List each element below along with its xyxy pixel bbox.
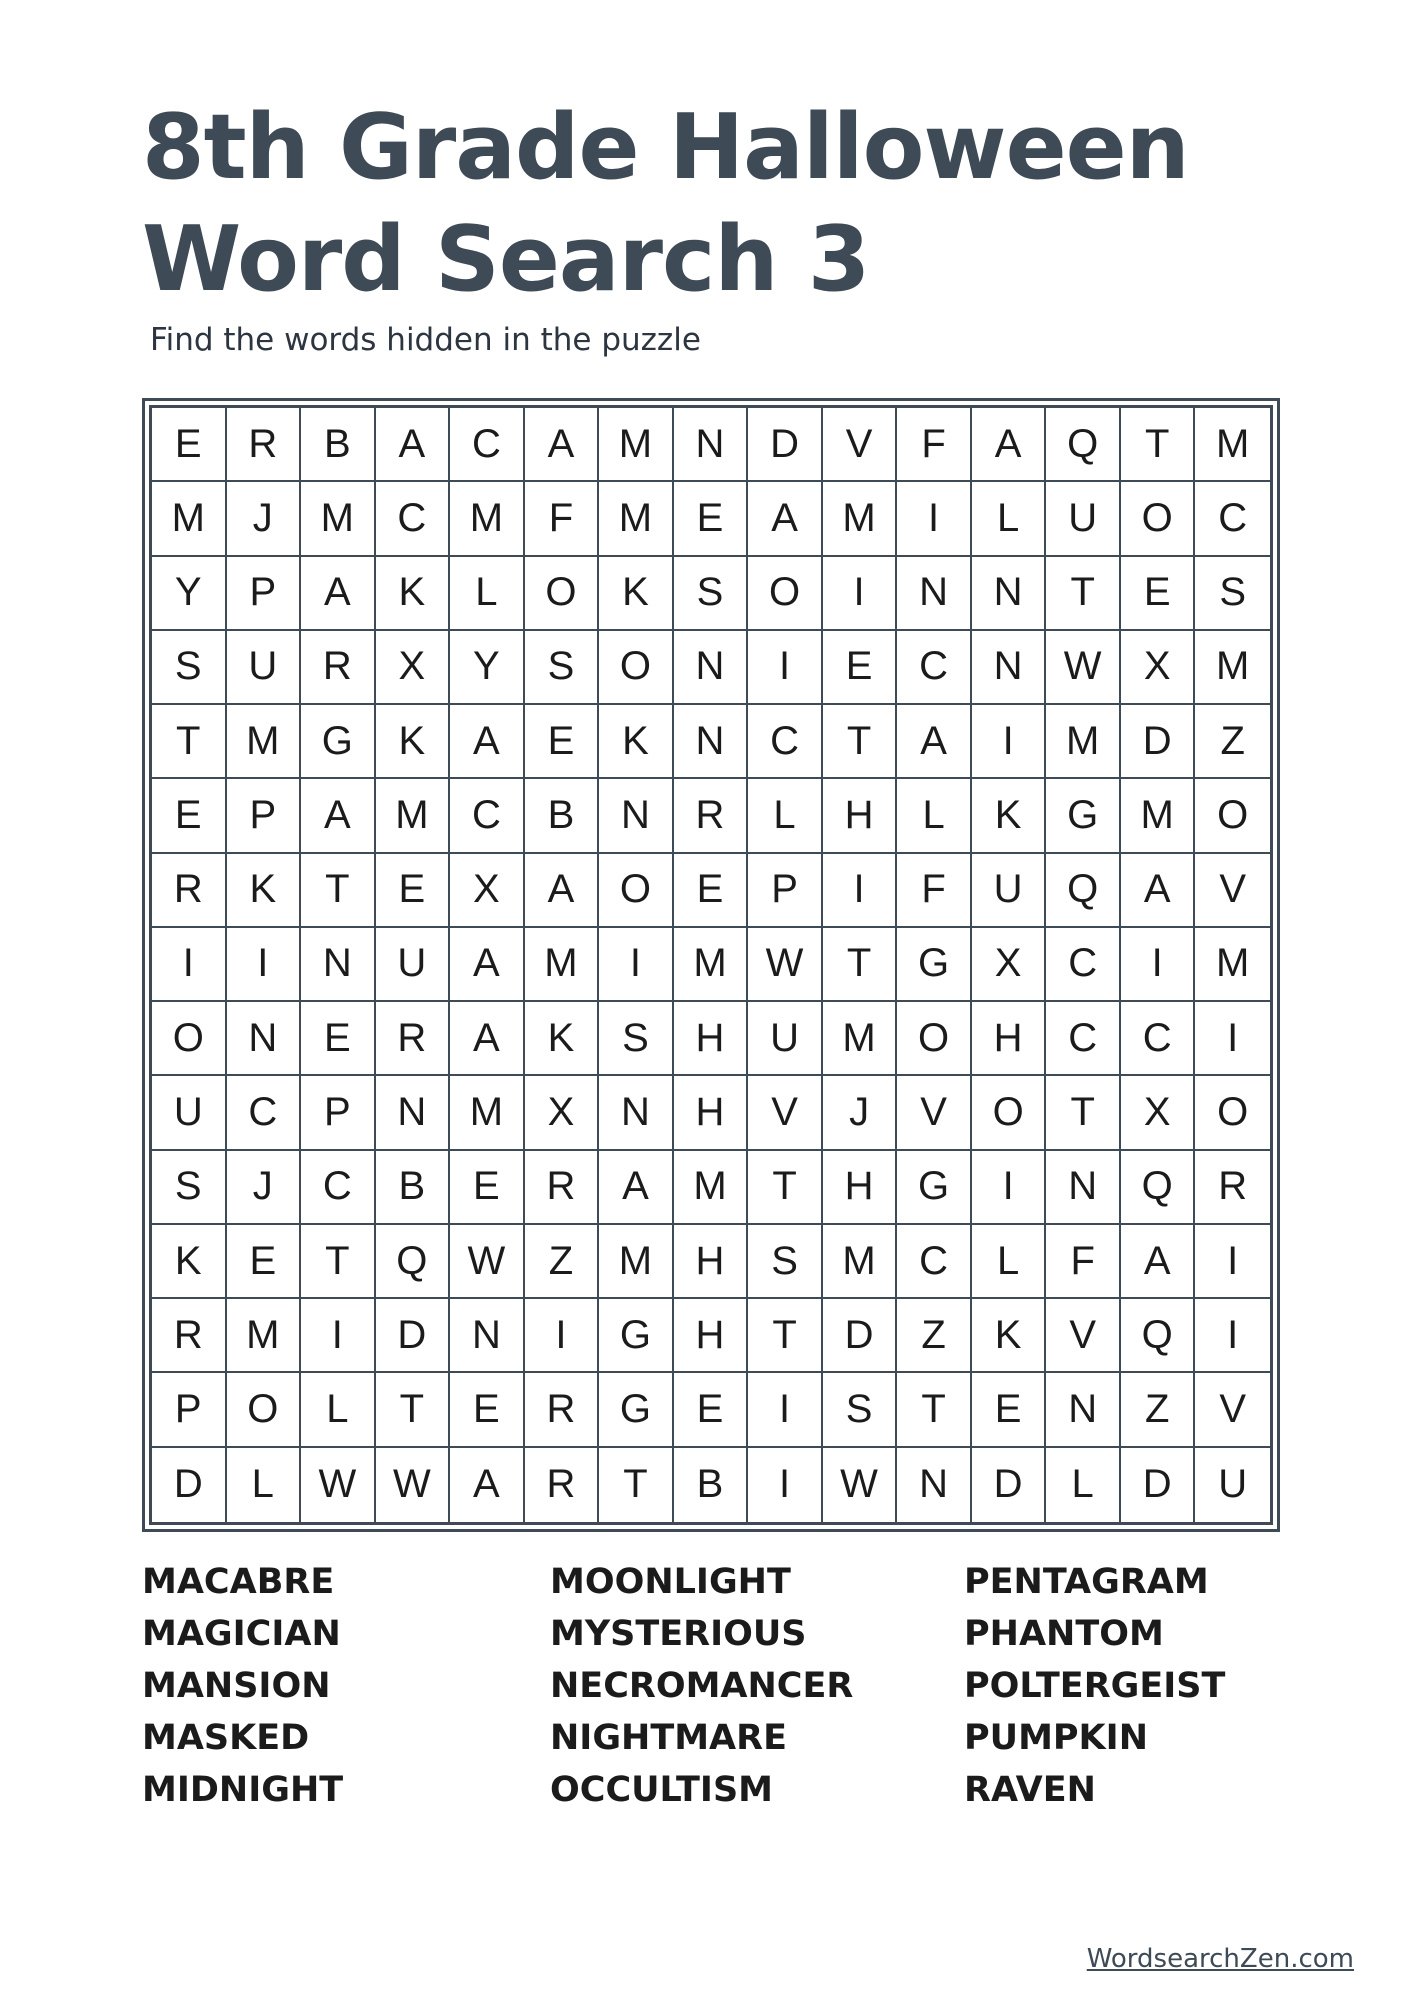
grid-cell[interactable]: D xyxy=(376,1299,451,1373)
grid-cell[interactable]: I xyxy=(1195,1225,1270,1299)
grid-cell[interactable]: M xyxy=(1046,705,1121,779)
grid-cell[interactable]: K xyxy=(152,1225,227,1299)
grid-cell[interactable]: N xyxy=(376,1076,451,1150)
grid-cell[interactable]: K xyxy=(972,779,1047,853)
grid-cell[interactable]: H xyxy=(823,779,898,853)
grid-cell[interactable]: H xyxy=(674,1299,749,1373)
word-item: OCCULTISM xyxy=(550,1770,773,1810)
grid-cell[interactable]: A xyxy=(525,408,600,482)
grid-cell[interactable]: K xyxy=(525,1002,600,1076)
grid-cell[interactable]: I xyxy=(152,928,227,1002)
grid-cell[interactable]: Q xyxy=(1046,408,1121,482)
grid-cell[interactable]: V xyxy=(897,1076,972,1150)
grid-cell[interactable]: P xyxy=(152,1373,227,1447)
grid-cell[interactable]: Z xyxy=(525,1225,600,1299)
word-item: PUMPKIN xyxy=(964,1718,1148,1758)
grid-cell[interactable]: M xyxy=(823,482,898,556)
title-line-2: Word Search 3 xyxy=(142,207,870,312)
grid-cell[interactable]: P xyxy=(227,557,302,631)
grid-cell[interactable]: E xyxy=(674,854,749,928)
grid-cell[interactable]: M xyxy=(227,1299,302,1373)
grid-cell[interactable]: H xyxy=(972,1002,1047,1076)
grid-cell[interactable]: C xyxy=(1046,928,1121,1002)
grid-cell[interactable]: T xyxy=(1121,408,1196,482)
grid-cell[interactable]: M xyxy=(1195,631,1270,705)
grid-cell[interactable]: O xyxy=(972,1076,1047,1150)
grid-cell[interactable]: A xyxy=(599,1151,674,1225)
grid-cell[interactable]: K xyxy=(599,705,674,779)
word-column-1 xyxy=(142,1556,343,1816)
grid-cell[interactable]: O xyxy=(897,1002,972,1076)
grid-cell[interactable]: V xyxy=(1195,1373,1270,1447)
grid-cell[interactable]: S xyxy=(823,1373,898,1447)
grid-cell[interactable]: U xyxy=(227,631,302,705)
grid-cell[interactable]: I xyxy=(748,1448,823,1522)
grid-cell[interactable]: S xyxy=(599,1002,674,1076)
grid-cell[interactable]: P xyxy=(227,779,302,853)
grid-cell[interactable]: G xyxy=(301,705,376,779)
grid-cell[interactable]: E xyxy=(1121,557,1196,631)
grid-cell[interactable]: N xyxy=(1046,1373,1121,1447)
grid-cell[interactable]: U xyxy=(1218,1462,1248,1507)
grid-cell[interactable]: H xyxy=(674,1002,749,1076)
grid-cell[interactable]: D xyxy=(748,408,823,482)
word-column-3 xyxy=(964,1556,1225,1816)
grid-cell[interactable]: T xyxy=(599,1448,674,1522)
grid-cell[interactable]: A xyxy=(525,854,600,928)
grid-cell[interactable]: A xyxy=(301,557,376,631)
grid-cell[interactable]: M xyxy=(1195,928,1270,1002)
grid-cell[interactable]: M xyxy=(823,1002,898,1076)
grid-cell[interactable]: X xyxy=(1121,631,1196,705)
grid-cell[interactable]: S xyxy=(525,631,600,705)
grid-cell[interactable]: R xyxy=(152,854,227,928)
puzzle-frame xyxy=(142,398,1280,1532)
word-item: POLTERGEIST xyxy=(964,1666,1226,1706)
grid-cell[interactable]: I xyxy=(748,631,823,705)
grid-cell[interactable]: S xyxy=(748,1225,823,1299)
grid-cell[interactable]: M xyxy=(1195,408,1270,482)
grid-cell[interactable]: R xyxy=(525,1373,600,1447)
grid-cell[interactable]: G xyxy=(599,1299,674,1373)
grid-cell[interactable]: K xyxy=(972,1299,1047,1373)
grid-cell[interactable]: E xyxy=(301,1002,376,1076)
grid-cell[interactable]: A xyxy=(1121,1225,1196,1299)
grid-cell[interactable]: R xyxy=(525,1448,600,1522)
grid-cell[interactable]: Z xyxy=(1121,1373,1196,1447)
grid-cell[interactable]: E xyxy=(450,1373,525,1447)
grid-cell[interactable]: V xyxy=(1046,1299,1121,1373)
grid-cell[interactable]: L xyxy=(972,1225,1047,1299)
grid-cell[interactable]: K xyxy=(599,557,674,631)
grid-cell[interactable]: W xyxy=(1046,631,1121,705)
grid-cell[interactable]: N xyxy=(674,705,749,779)
grid-cell[interactable]: L xyxy=(972,482,1047,556)
grid-cell[interactable]: R xyxy=(301,631,376,705)
grid-cell[interactable]: Q xyxy=(1121,1151,1196,1225)
grid-cell[interactable]: V xyxy=(1195,854,1270,928)
grid-cell[interactable]: W xyxy=(376,1448,451,1522)
grid-cell[interactable]: I xyxy=(972,1151,1047,1225)
grid-cell[interactable]: J xyxy=(227,482,302,556)
grid-cell[interactable]: I xyxy=(525,1299,600,1373)
grid-cell[interactable]: C xyxy=(897,1225,972,1299)
grid-cell[interactable]: M xyxy=(227,705,302,779)
grid-cell[interactable]: X xyxy=(1121,1076,1196,1150)
grid-cell[interactable]: B xyxy=(525,779,600,853)
grid-cell[interactable]: B xyxy=(301,408,376,482)
grid-cell[interactable]: A xyxy=(301,779,376,853)
grid-cell[interactable]: M xyxy=(525,928,600,1002)
grid-cell[interactable]: E xyxy=(152,779,227,853)
grid-cell[interactable]: O xyxy=(748,557,823,631)
grid-cell[interactable]: C xyxy=(1195,482,1270,556)
grid-cell[interactable]: K xyxy=(376,705,451,779)
grid-cell[interactable]: C xyxy=(301,1151,376,1225)
grid-cell[interactable]: K xyxy=(227,854,302,928)
title-line-1: 8th Grade Halloween xyxy=(142,95,1189,200)
grid-cell[interactable]: L xyxy=(227,1448,302,1522)
grid-cell[interactable]: C xyxy=(227,1076,302,1150)
grid-cell[interactable]: T xyxy=(301,1225,376,1299)
grid-cell[interactable]: S xyxy=(152,1151,227,1225)
grid-cell[interactable]: L xyxy=(897,779,972,853)
grid-cell[interactable]: E xyxy=(152,408,227,482)
grid-cell[interactable]: A xyxy=(1121,854,1196,928)
grid-cell[interactable]: O xyxy=(1195,1076,1270,1150)
word-item: MIDNIGHT xyxy=(142,1770,344,1810)
grid-cell[interactable]: N xyxy=(301,928,376,1002)
grid-cell[interactable]: N xyxy=(1046,1151,1121,1225)
grid-cell[interactable]: M xyxy=(301,482,376,556)
site-link[interactable]: WordsearchZen.com xyxy=(1086,1944,1354,1974)
grid-cell[interactable]: J xyxy=(823,1076,898,1150)
grid-cell[interactable]: X xyxy=(525,1076,600,1150)
grid-cell[interactable]: O xyxy=(152,1002,227,1076)
grid-cell[interactable]: T xyxy=(748,1299,823,1373)
grid-cell[interactable]: W xyxy=(301,1448,376,1522)
grid-cell[interactable]: T xyxy=(897,1373,972,1447)
grid-cell[interactable]: G xyxy=(599,1373,674,1447)
grid-cell[interactable]: M xyxy=(599,482,674,556)
grid-cell[interactable]: C xyxy=(376,482,451,556)
grid-cell[interactable]: S xyxy=(1195,557,1270,631)
grid-cell[interactable]: V xyxy=(823,408,898,482)
page-title xyxy=(142,92,1292,316)
grid-cell[interactable]: F xyxy=(525,482,600,556)
grid-cell[interactable]: O xyxy=(599,854,674,928)
word-item: MAGICIAN xyxy=(142,1614,341,1654)
grid-cell[interactable]: A xyxy=(376,408,451,482)
grid-cell[interactable]: A xyxy=(748,482,823,556)
word-item: NECROMANCER xyxy=(550,1666,854,1706)
grid-cell[interactable]: G xyxy=(1046,779,1121,853)
grid-cell[interactable]: I xyxy=(599,928,674,1002)
grid-cell[interactable]: N xyxy=(227,1002,302,1076)
grid-cell[interactable]: J xyxy=(227,1151,302,1225)
grid-cell[interactable]: E xyxy=(823,631,898,705)
grid-cell[interactable]: S xyxy=(674,557,749,631)
grid-cell[interactable]: N xyxy=(972,557,1047,631)
grid-cell[interactable]: I xyxy=(823,854,898,928)
grid-cell[interactable]: Y xyxy=(450,631,525,705)
grid-cell[interactable]: T xyxy=(301,854,376,928)
grid-cell[interactable]: R xyxy=(1195,1151,1270,1225)
word-item: PENTAGRAM xyxy=(964,1562,1209,1602)
grid-cell[interactable]: R xyxy=(376,1002,451,1076)
grid-cell[interactable]: A xyxy=(450,705,525,779)
grid-cell[interactable]: W xyxy=(450,1225,525,1299)
grid-cell[interactable]: O xyxy=(525,557,600,631)
grid-cell[interactable]: M xyxy=(152,482,227,556)
grid-cell[interactable]: U xyxy=(1046,482,1121,556)
grid-cell[interactable]: R xyxy=(152,1299,227,1373)
grid-cell[interactable]: C xyxy=(1046,1002,1121,1076)
grid-cell[interactable]: O xyxy=(1121,482,1196,556)
grid-cell[interactable]: H xyxy=(674,1076,749,1150)
grid-cell[interactable]: I xyxy=(1195,1299,1270,1373)
grid-cell[interactable]: C xyxy=(748,705,823,779)
grid-cell[interactable]: C xyxy=(450,779,525,853)
grid-cell[interactable]: X xyxy=(376,631,451,705)
grid-cell[interactable]: I xyxy=(227,928,302,1002)
grid-cell[interactable]: I xyxy=(823,557,898,631)
grid-cell[interactable]: M xyxy=(599,1225,674,1299)
grid-cell[interactable]: Q xyxy=(1121,1299,1196,1373)
grid-cell[interactable]: T xyxy=(823,928,898,1002)
grid-cell[interactable]: E xyxy=(972,1373,1047,1447)
grid-cell[interactable]: U xyxy=(376,928,451,1002)
grid-cell[interactable]: G xyxy=(897,1151,972,1225)
grid-cell[interactable]: U xyxy=(152,1076,227,1150)
grid-cell[interactable]: D xyxy=(972,1448,1047,1522)
grid-cell[interactable]: T xyxy=(748,1151,823,1225)
grid-cell[interactable]: N xyxy=(674,408,749,482)
grid-cell[interactable]: T xyxy=(152,705,227,779)
grid-cell[interactable]: O xyxy=(1195,779,1270,853)
grid-cell[interactable]: P xyxy=(748,854,823,928)
grid-cell[interactable]: S xyxy=(152,631,227,705)
grid-cell[interactable]: D xyxy=(823,1299,898,1373)
grid-cell[interactable]: W xyxy=(823,1448,898,1522)
word-item: MACABRE xyxy=(142,1562,335,1602)
grid-cell[interactable]: G xyxy=(897,928,972,1002)
grid-cell[interactable]: U xyxy=(748,1002,823,1076)
grid-cell[interactable]: O xyxy=(599,631,674,705)
grid-cell[interactable]: D xyxy=(152,1448,227,1522)
grid-cell[interactable]: D xyxy=(1121,1448,1196,1522)
grid-cell[interactable]: C xyxy=(1121,1002,1196,1076)
grid-cell[interactable]: C xyxy=(897,631,972,705)
word-item: PHANTOM xyxy=(964,1614,1164,1654)
grid-cell[interactable]: L xyxy=(1046,1448,1121,1522)
grid-cell[interactable]: M xyxy=(599,408,674,482)
grid-cell[interactable]: M xyxy=(823,1225,898,1299)
grid-cell[interactable]: A xyxy=(450,1002,525,1076)
grid-cell[interactable]: M xyxy=(450,1076,525,1150)
grid-cell[interactable]: E xyxy=(525,705,600,779)
grid-cell[interactable]: L xyxy=(301,1373,376,1447)
grid-cell[interactable]: D xyxy=(1121,705,1196,779)
grid-cell[interactable]: Z xyxy=(1195,705,1270,779)
grid-cell[interactable]: T xyxy=(376,1373,451,1447)
word-item: MYSTERIOUS xyxy=(550,1614,807,1654)
grid-cell[interactable]: F xyxy=(897,854,972,928)
word-item: MOONLIGHT xyxy=(550,1562,791,1602)
grid-cell[interactable]: H xyxy=(823,1151,898,1225)
grid-cell[interactable]: U xyxy=(972,854,1047,928)
grid-cell[interactable]: I xyxy=(897,482,972,556)
word-item: NIGHTMARE xyxy=(550,1718,787,1758)
letter-grid xyxy=(149,405,1273,1525)
grid-cell[interactable]: E xyxy=(674,482,749,556)
grid-cell[interactable]: H xyxy=(674,1225,749,1299)
grid-cell[interactable]: Q xyxy=(1046,854,1121,928)
grid-cell[interactable]: V xyxy=(748,1076,823,1150)
grid-cell[interactable]: N xyxy=(972,631,1047,705)
word-item: MASKED xyxy=(142,1718,310,1758)
grid-cell[interactable]: R xyxy=(525,1151,600,1225)
grid-cell[interactable]: A xyxy=(450,1448,525,1522)
grid-cell[interactable]: F xyxy=(897,408,972,482)
grid-cell[interactable]: E xyxy=(376,854,451,928)
grid-cell[interactable]: F xyxy=(1046,1225,1121,1299)
grid-cell[interactable]: W xyxy=(748,928,823,1002)
grid-cell[interactable]: X xyxy=(972,928,1047,1002)
subtitle: Find the words hidden in the puzzle xyxy=(150,322,701,358)
grid-cell[interactable]: M xyxy=(674,1151,749,1225)
grid-cell[interactable]: L xyxy=(450,557,525,631)
grid-cell[interactable]: B xyxy=(376,1151,451,1225)
grid-cell[interactable]: E xyxy=(450,1151,525,1225)
grid-cell[interactable]: T xyxy=(1046,1076,1121,1150)
grid-cell[interactable]: L xyxy=(748,779,823,853)
grid-cell[interactable]: C xyxy=(450,408,525,482)
grid-cell[interactable]: K xyxy=(376,557,451,631)
grid-cell[interactable]: N xyxy=(897,557,972,631)
grid-cell[interactable]: N xyxy=(599,779,674,853)
grid-cell[interactable]: M xyxy=(674,928,749,1002)
grid-cell[interactable]: Y xyxy=(152,557,227,631)
grid-cell[interactable]: T xyxy=(823,705,898,779)
grid-cell[interactable]: R xyxy=(674,779,749,853)
grid-cell[interactable]: I xyxy=(1121,928,1196,1002)
word-item: RAVEN xyxy=(964,1770,1096,1810)
grid-cell[interactable]: I xyxy=(1195,1002,1270,1076)
grid-cell[interactable]: A xyxy=(450,928,525,1002)
grid-cell[interactable]: I xyxy=(748,1373,823,1447)
grid-cell[interactable]: I xyxy=(301,1299,376,1373)
grid-cell[interactable]: M xyxy=(450,482,525,556)
grid-cell[interactable]: A xyxy=(972,408,1047,482)
grid-cell[interactable]: A xyxy=(897,705,972,779)
grid-cell[interactable]: M xyxy=(376,779,451,853)
grid-cell[interactable]: E xyxy=(227,1225,302,1299)
grid-cell[interactable]: T xyxy=(1046,557,1121,631)
grid-cell[interactable]: M xyxy=(1121,779,1196,853)
grid-cell[interactable]: P xyxy=(301,1076,376,1150)
grid-cell[interactable]: N xyxy=(599,1076,674,1150)
grid-cell[interactable]: R xyxy=(227,408,302,482)
word-list xyxy=(142,1556,1292,1816)
grid-cell[interactable]: O xyxy=(227,1373,302,1447)
word-column-2 xyxy=(550,1556,853,1816)
grid-cell[interactable]: Q xyxy=(376,1225,451,1299)
grid-cell[interactable]: X xyxy=(450,854,525,928)
grid-cell[interactable]: E xyxy=(674,1373,749,1447)
grid-cell[interactable]: Z xyxy=(897,1299,972,1373)
grid-cell[interactable]: B xyxy=(674,1448,749,1522)
grid-cell[interactable]: I xyxy=(972,705,1047,779)
word-item: MANSION xyxy=(142,1666,331,1706)
grid-cell[interactable]: N xyxy=(450,1299,525,1373)
grid-cell[interactable]: N xyxy=(897,1448,972,1522)
grid-cell[interactable]: N xyxy=(674,631,749,705)
